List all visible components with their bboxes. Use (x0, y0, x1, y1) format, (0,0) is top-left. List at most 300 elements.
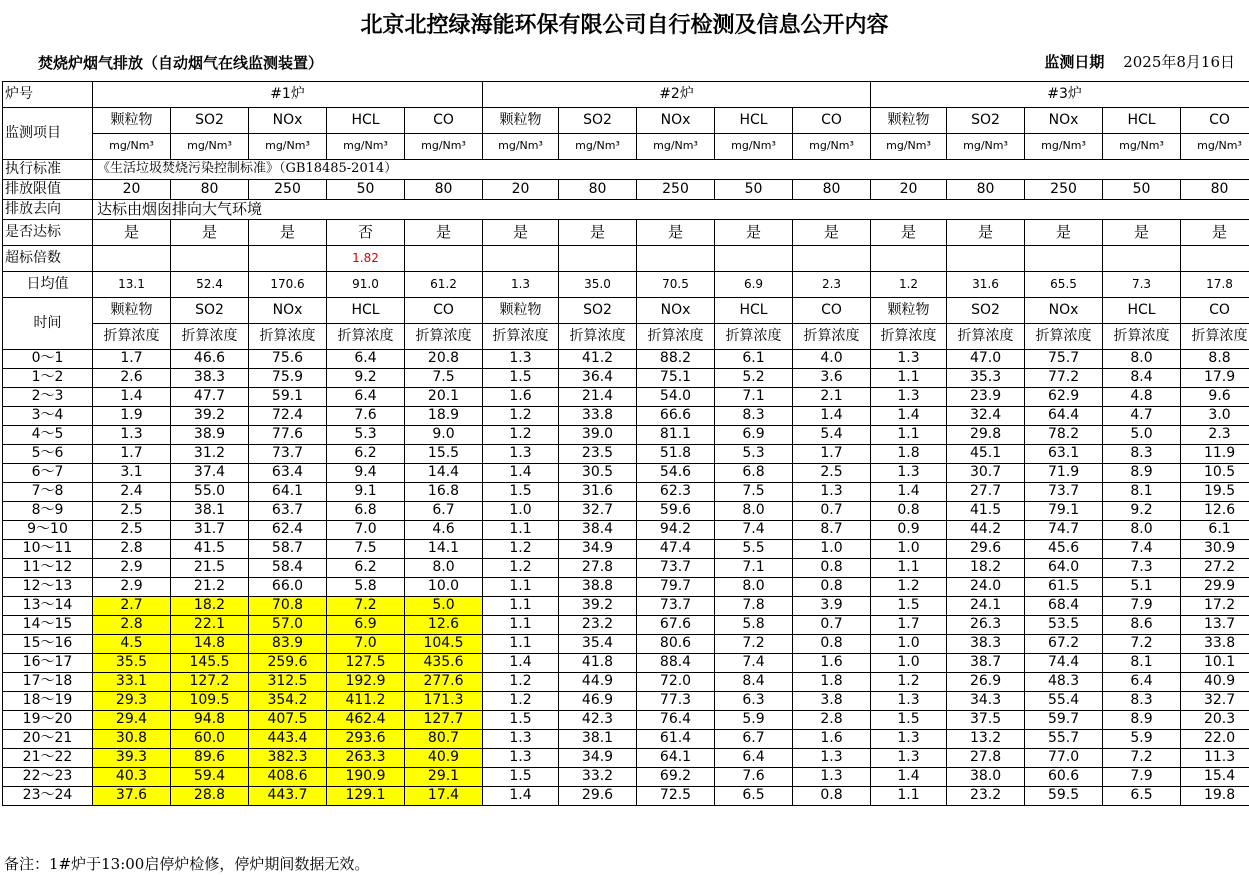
conversion-cell: 折算浓度 (327, 324, 405, 350)
pollutant-header: NOx (637, 108, 715, 134)
table-row (3, 654, 1249, 673)
limit-cell: 50 (1103, 180, 1181, 200)
compliance-cell: 是 (171, 220, 249, 246)
table-row (3, 483, 1249, 502)
data-cell: 6.4 (327, 388, 405, 407)
unit-cell: mg/Nm³ (249, 134, 327, 160)
data-cell: 18.2 (947, 559, 1025, 578)
hourly-pollutant-header: HCL (715, 298, 793, 324)
exceed-cell (1103, 246, 1181, 272)
data-cell: 39.3 (93, 749, 171, 768)
compliance-cell: 是 (93, 220, 171, 246)
data-cell: 8.9 (1103, 464, 1181, 483)
data-cell: 75.1 (637, 369, 715, 388)
data-cell: 1.3 (871, 749, 947, 768)
conversion-cell: 折算浓度 (793, 324, 871, 350)
data-cell: 1.2 (483, 559, 559, 578)
data-cell: 32.7 (559, 502, 637, 521)
data-cell: 64.4 (1025, 407, 1103, 426)
data-cell: 39.2 (559, 597, 637, 616)
data-cell: 77.0 (1025, 749, 1103, 768)
data-cell: 72.4 (249, 407, 327, 426)
daily-cell: 70.5 (637, 272, 715, 298)
emission-table (2, 81, 1249, 806)
data-cell: 30.8 (93, 730, 171, 749)
data-cell: 54.6 (637, 464, 715, 483)
data-cell: 1.7 (93, 350, 171, 369)
data-cell: 33.8 (559, 407, 637, 426)
table-row (3, 445, 1249, 464)
data-cell: 10.5 (1181, 464, 1249, 483)
data-cell: 6.2 (327, 445, 405, 464)
data-cell: 1.0 (871, 654, 947, 673)
data-cell: 16.8 (405, 483, 483, 502)
data-cell: 53.5 (1025, 616, 1103, 635)
data-cell: 38.9 (171, 426, 249, 445)
data-cell: 14.1 (405, 540, 483, 559)
data-cell: 35.4 (559, 635, 637, 654)
data-cell: 39.2 (171, 407, 249, 426)
limit-cell: 50 (715, 180, 793, 200)
data-cell: 8.6 (1103, 616, 1181, 635)
table-row (3, 692, 1249, 711)
data-cell: 0.7 (793, 616, 871, 635)
unit-cell: mg/Nm³ (171, 134, 249, 160)
data-cell: 17.9 (1181, 369, 1249, 388)
data-cell: 3.9 (793, 597, 871, 616)
daily-cell: 6.9 (715, 272, 793, 298)
data-cell: 1.3 (483, 749, 559, 768)
data-cell: 47.0 (947, 350, 1025, 369)
data-cell: 1.9 (93, 407, 171, 426)
data-cell: 37.6 (93, 787, 171, 806)
data-cell: 45.1 (947, 445, 1025, 464)
compliance-cell: 是 (249, 220, 327, 246)
data-cell: 6.9 (715, 426, 793, 445)
hour-label: 3～4 (3, 407, 93, 426)
data-cell: 77.2 (1025, 369, 1103, 388)
data-cell: 1.6 (793, 730, 871, 749)
data-cell: 3.8 (793, 692, 871, 711)
data-cell: 34.3 (947, 692, 1025, 711)
data-cell: 9.2 (1103, 502, 1181, 521)
table-row (3, 426, 1249, 445)
data-cell: 127.5 (327, 654, 405, 673)
compliance-cell: 是 (1025, 220, 1103, 246)
daily-cell: 52.4 (171, 272, 249, 298)
data-cell: 7.4 (715, 521, 793, 540)
pollutant-header: HCL (1103, 108, 1181, 134)
data-cell: 408.6 (249, 768, 327, 787)
data-cell: 13.7 (1181, 616, 1249, 635)
data-cell: 61.5 (1025, 578, 1103, 597)
hourly-pollutant-header: CO (405, 298, 483, 324)
data-cell: 7.6 (327, 407, 405, 426)
data-cell: 81.1 (637, 426, 715, 445)
data-cell: 34.9 (559, 749, 637, 768)
exceed-cell (715, 246, 793, 272)
table-row (3, 464, 1249, 483)
data-cell: 443.4 (249, 730, 327, 749)
exceed-cell (93, 246, 171, 272)
data-cell: 34.9 (559, 540, 637, 559)
data-cell: 73.7 (637, 559, 715, 578)
data-cell: 2.4 (93, 483, 171, 502)
data-cell: 8.0 (405, 559, 483, 578)
data-cell: 5.8 (715, 616, 793, 635)
hourly-pollutant-header: NOx (249, 298, 327, 324)
pollutant-header: CO (1181, 108, 1249, 134)
conversion-cell: 折算浓度 (93, 324, 171, 350)
pollutant-header: NOx (249, 108, 327, 134)
data-cell: 38.0 (947, 768, 1025, 787)
data-cell: 23.2 (947, 787, 1025, 806)
data-cell: 44.2 (947, 521, 1025, 540)
data-cell: 75.7 (1025, 350, 1103, 369)
pollutant-header: CO (793, 108, 871, 134)
conversion-cell: 折算浓度 (171, 324, 249, 350)
data-cell: 6.3 (715, 692, 793, 711)
label-time: 时间 (3, 298, 93, 350)
data-cell: 7.9 (1103, 768, 1181, 787)
data-cell: 38.3 (171, 369, 249, 388)
unit-row (3, 134, 1249, 160)
furnace-header: #1炉 (93, 82, 483, 108)
hour-label: 4～5 (3, 426, 93, 445)
data-cell: 22.1 (171, 616, 249, 635)
data-cell: 354.2 (249, 692, 327, 711)
data-cell: 104.5 (405, 635, 483, 654)
data-cell: 77.6 (249, 426, 327, 445)
hour-label: 21～22 (3, 749, 93, 768)
data-cell: 1.8 (871, 445, 947, 464)
conversion-cell: 折算浓度 (1181, 324, 1249, 350)
data-cell: 75.6 (249, 350, 327, 369)
data-cell: 2.8 (93, 616, 171, 635)
label-exceed: 超标倍数 (3, 246, 93, 272)
data-cell: 19.5 (1181, 483, 1249, 502)
table-row (3, 635, 1249, 654)
data-cell: 6.9 (327, 616, 405, 635)
label-compliant: 是否达标 (3, 220, 93, 246)
data-cell: 59.4 (171, 768, 249, 787)
pollutant-header: 颗粒物 (871, 108, 947, 134)
hour-label: 23～24 (3, 787, 93, 806)
hour-label: 16～17 (3, 654, 93, 673)
data-cell: 1.1 (483, 578, 559, 597)
data-cell: 2.9 (93, 578, 171, 597)
pollutant-header: 颗粒物 (483, 108, 559, 134)
data-cell: 64.1 (637, 749, 715, 768)
exceed-cell (405, 246, 483, 272)
compliance-cell: 是 (793, 220, 871, 246)
data-cell: 1.3 (483, 730, 559, 749)
data-cell: 23.2 (559, 616, 637, 635)
data-cell: 11.9 (1181, 445, 1249, 464)
unit-cell: mg/Nm³ (1103, 134, 1181, 160)
daily-cell: 170.6 (249, 272, 327, 298)
limit-cell: 80 (171, 180, 249, 200)
data-cell: 4.5 (93, 635, 171, 654)
data-cell: 18.9 (405, 407, 483, 426)
data-cell: 1.2 (483, 673, 559, 692)
data-cell: 382.3 (249, 749, 327, 768)
hourly-pollutant-header: 颗粒物 (93, 298, 171, 324)
hourly-pollutant-header: SO2 (171, 298, 249, 324)
data-cell: 6.4 (1103, 673, 1181, 692)
conversion-cell: 折算浓度 (871, 324, 947, 350)
data-cell: 2.5 (93, 502, 171, 521)
exceed-cell (637, 246, 715, 272)
data-cell: 2.3 (1181, 426, 1249, 445)
data-cell: 1.0 (793, 540, 871, 559)
data-cell: 0.8 (793, 578, 871, 597)
data-cell: 72.0 (637, 673, 715, 692)
hourly-pollutant-header: SO2 (559, 298, 637, 324)
limit-cell: 20 (93, 180, 171, 200)
data-cell: 109.5 (171, 692, 249, 711)
data-cell: 127.7 (405, 711, 483, 730)
data-cell: 7.4 (1103, 540, 1181, 559)
data-cell: 59.1 (249, 388, 327, 407)
table-row (3, 673, 1249, 692)
furnace-header: #2炉 (483, 82, 871, 108)
table-row (3, 730, 1249, 749)
data-cell: 6.8 (327, 502, 405, 521)
conversion-cell: 折算浓度 (715, 324, 793, 350)
data-cell: 36.4 (559, 369, 637, 388)
data-cell: 1.2 (871, 673, 947, 692)
standard-text: 《生活垃圾焚烧污染控制标准》（GB18485-2014） (93, 160, 1249, 180)
data-cell: 46.6 (171, 350, 249, 369)
compliance-cell: 是 (871, 220, 947, 246)
daily-cell: 17.8 (1181, 272, 1249, 298)
hour-label: 9～10 (3, 521, 93, 540)
data-cell: 8.4 (1103, 369, 1181, 388)
data-cell: 15.4 (1181, 768, 1249, 787)
unit-cell: mg/Nm³ (483, 134, 559, 160)
unit-cell: mg/Nm³ (559, 134, 637, 160)
data-cell: 7.5 (327, 540, 405, 559)
table-row (3, 616, 1249, 635)
data-cell: 1.1 (871, 426, 947, 445)
data-cell: 30.5 (559, 464, 637, 483)
data-cell: 64.0 (1025, 559, 1103, 578)
data-cell: 2.7 (93, 597, 171, 616)
hourly-pollutant-header: 颗粒物 (483, 298, 559, 324)
data-cell: 19.8 (1181, 787, 1249, 806)
table-row (3, 369, 1249, 388)
hourly-pollutant-header: NOx (1025, 298, 1103, 324)
data-cell: 41.5 (947, 502, 1025, 521)
table-row (3, 521, 1249, 540)
data-cell: 6.5 (715, 787, 793, 806)
daily-cell: 1.2 (871, 272, 947, 298)
limit-cell: 250 (637, 180, 715, 200)
data-cell: 11.3 (1181, 749, 1249, 768)
data-cell: 462.4 (327, 711, 405, 730)
data-cell: 89.6 (171, 749, 249, 768)
data-cell: 1.4 (93, 388, 171, 407)
data-cell: 70.8 (249, 597, 327, 616)
data-cell: 58.7 (249, 540, 327, 559)
data-cell: 1.3 (793, 483, 871, 502)
data-cell: 5.2 (715, 369, 793, 388)
data-cell: 1.7 (93, 445, 171, 464)
data-cell: 8.9 (1103, 711, 1181, 730)
exceed-cell (171, 246, 249, 272)
data-cell: 1.1 (483, 616, 559, 635)
data-cell: 29.6 (559, 787, 637, 806)
data-cell: 6.7 (715, 730, 793, 749)
data-cell: 26.9 (947, 673, 1025, 692)
data-cell: 1.4 (483, 654, 559, 673)
hourly-pollutant-header: HCL (1103, 298, 1181, 324)
unit-cell: mg/Nm³ (715, 134, 793, 160)
data-cell: 7.2 (327, 597, 405, 616)
data-cell: 263.3 (327, 749, 405, 768)
data-cell: 35.3 (947, 369, 1025, 388)
data-cell: 40.9 (1181, 673, 1249, 692)
data-cell: 27.2 (1181, 559, 1249, 578)
table-row (3, 540, 1249, 559)
data-cell: 1.2 (483, 540, 559, 559)
data-cell: 40.3 (93, 768, 171, 787)
data-cell: 74.4 (1025, 654, 1103, 673)
label-standard: 执行标准 (3, 160, 93, 180)
data-cell: 1.3 (871, 350, 947, 369)
data-cell: 38.1 (171, 502, 249, 521)
data-cell: 5.0 (1103, 426, 1181, 445)
data-cell: 22.0 (1181, 730, 1249, 749)
pollutant-header: HCL (715, 108, 793, 134)
data-cell: 27.8 (559, 559, 637, 578)
compliance-cell: 否 (327, 220, 405, 246)
data-cell: 29.6 (947, 540, 1025, 559)
monitoring-date (1044, 51, 1235, 72)
data-cell: 79.1 (1025, 502, 1103, 521)
date-label: 监测日期 (1044, 53, 1105, 71)
limit-cell: 250 (249, 180, 327, 200)
data-cell: 2.8 (793, 711, 871, 730)
data-cell: 77.3 (637, 692, 715, 711)
data-cell: 44.9 (559, 673, 637, 692)
data-cell: 2.9 (93, 559, 171, 578)
unit-cell: mg/Nm³ (1181, 134, 1249, 160)
table-row (3, 502, 1249, 521)
data-cell: 29.3 (93, 692, 171, 711)
compliance-cell: 是 (637, 220, 715, 246)
data-cell: 38.8 (559, 578, 637, 597)
data-cell: 27.8 (947, 749, 1025, 768)
conversion-cell: 折算浓度 (405, 324, 483, 350)
data-cell: 7.2 (1103, 749, 1181, 768)
data-cell: 37.5 (947, 711, 1025, 730)
table-row (3, 597, 1249, 616)
data-cell: 80.7 (405, 730, 483, 749)
data-cell: 33.8 (1181, 635, 1249, 654)
data-cell: 1.3 (793, 768, 871, 787)
data-cell: 192.9 (327, 673, 405, 692)
conversion-cell: 折算浓度 (947, 324, 1025, 350)
data-cell: 190.9 (327, 768, 405, 787)
page-title: 北京北控绿海能环保有限公司自行检测及信息公开内容 (360, 12, 889, 38)
data-cell: 443.7 (249, 787, 327, 806)
data-cell: 20.3 (1181, 711, 1249, 730)
data-cell: 1.3 (871, 730, 947, 749)
label-items: 监测项目 (3, 108, 93, 160)
exceed-cell (483, 246, 559, 272)
data-cell: 0.8 (871, 502, 947, 521)
compliance-cell: 是 (483, 220, 559, 246)
limit-cell: 80 (793, 180, 871, 200)
data-cell: 41.5 (171, 540, 249, 559)
data-cell: 78.2 (1025, 426, 1103, 445)
data-cell: 67.2 (1025, 635, 1103, 654)
exceed-cell (793, 246, 871, 272)
data-cell: 1.3 (871, 692, 947, 711)
data-cell: 20.8 (405, 350, 483, 369)
pollutant-header: NOx (1025, 108, 1103, 134)
data-cell: 31.6 (559, 483, 637, 502)
data-cell: 3.0 (1181, 407, 1249, 426)
data-cell: 14.8 (171, 635, 249, 654)
daily-cell: 31.6 (947, 272, 1025, 298)
data-cell: 64.1 (249, 483, 327, 502)
data-cell: 259.6 (249, 654, 327, 673)
limit-row (3, 180, 1249, 200)
hour-label: 0～1 (3, 350, 93, 369)
data-cell: 62.3 (637, 483, 715, 502)
data-cell: 17.4 (405, 787, 483, 806)
data-cell: 60.0 (171, 730, 249, 749)
limit-cell: 80 (405, 180, 483, 200)
data-cell: 1.7 (871, 616, 947, 635)
unit-cell: mg/Nm³ (93, 134, 171, 160)
data-cell: 63.7 (249, 502, 327, 521)
data-cell: 32.7 (1181, 692, 1249, 711)
data-cell: 9.4 (327, 464, 405, 483)
data-cell: 1.8 (793, 673, 871, 692)
daily-cell: 61.2 (405, 272, 483, 298)
daily-cell: 1.3 (483, 272, 559, 298)
hour-label: 2～3 (3, 388, 93, 407)
data-cell: 1.7 (793, 445, 871, 464)
daily-cell: 35.0 (559, 272, 637, 298)
label-furnace: 炉号 (3, 82, 93, 108)
compliance-cell: 是 (1103, 220, 1181, 246)
data-cell: 407.5 (249, 711, 327, 730)
data-cell: 14.4 (405, 464, 483, 483)
data-cell: 7.0 (327, 635, 405, 654)
data-cell: 7.1 (715, 388, 793, 407)
data-cell: 9.6 (1181, 388, 1249, 407)
data-cell: 9.0 (405, 426, 483, 445)
data-cell: 51.8 (637, 445, 715, 464)
data-cell: 21.2 (171, 578, 249, 597)
data-cell: 3.1 (93, 464, 171, 483)
data-cell: 24.0 (947, 578, 1025, 597)
data-cell: 7.8 (715, 597, 793, 616)
data-cell: 68.4 (1025, 597, 1103, 616)
data-cell: 1.1 (871, 559, 947, 578)
data-cell: 5.8 (327, 578, 405, 597)
hour-label: 15～16 (3, 635, 93, 654)
data-cell: 0.9 (871, 521, 947, 540)
data-cell: 8.3 (715, 407, 793, 426)
hour-label: 11～12 (3, 559, 93, 578)
conversion-row (3, 324, 1249, 350)
